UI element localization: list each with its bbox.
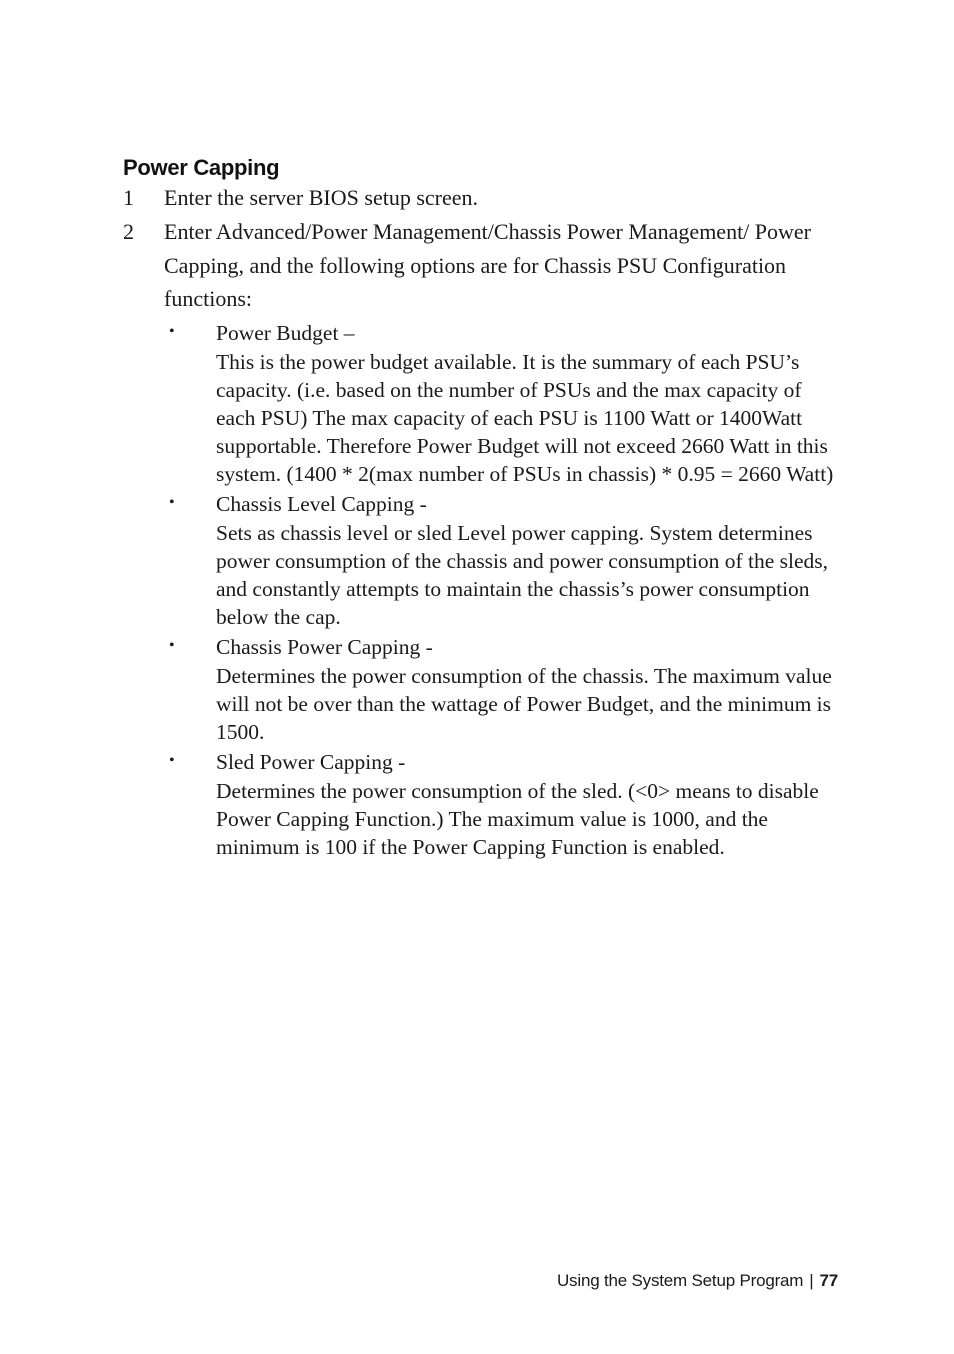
option-list <box>164 318 844 862</box>
option-title: Chassis Power Capping - <box>216 635 433 659</box>
option-description: Determines the power consumption of the sled. (<0> means to disable Power Capping Function.) The maximum value is 1000, and the minimum is 100 if the Power Capping Function is enabled. <box>216 779 819 859</box>
step-number: 1 <box>123 185 134 210</box>
bullet-icon: • <box>169 752 175 769</box>
page-number: 77 <box>819 1271 838 1290</box>
step-text: Enter the server BIOS setup screen. <box>164 185 479 210</box>
option-sled-power-capping <box>164 747 844 861</box>
option-title: Sled Power Capping - <box>216 750 406 774</box>
option-title: Power Budget – <box>216 321 355 345</box>
page-footer <box>557 1271 838 1291</box>
option-chassis-power-capping <box>164 632 844 746</box>
step-text: Enter Advanced/Power Management/Chassis Power Management/ Power Capping, and the following options are for Chassis PSU Configuration functions: <box>164 219 812 311</box>
option-chassis-level-capping <box>164 489 844 631</box>
option-title: Chassis Level Capping - <box>216 492 427 516</box>
option-description: Sets as chassis level or sled Level power capping. System determines power consumption of the chassis and power consumption of the sleds, and constantly attempts to maintain the chassis’s power consumption below the cap. <box>216 521 829 629</box>
bullet-icon: • <box>169 637 175 654</box>
section-heading: Power Capping <box>123 155 280 180</box>
footer-chapter-title: Using the System Setup Program <box>556 1271 804 1290</box>
bullet-icon: • <box>169 323 175 340</box>
option-description: Determines the power consumption of the chassis. The maximum value will not be over than the wattage of Power Budget, and the minimum is 1500. <box>216 664 832 744</box>
step-number: 2 <box>123 219 134 244</box>
option-description: This is the power budget available. It is the summary of each PSU’s capacity. (i.e. based on the number of PSUs and the max capacity of each PSU) The max capacity of each PSU is 1100 Watt or 1400Watt supportable. Therefore Power Budget will not exceed 2660 Watt in this system. (1400 * 2(max number of PSUs in chassis) * 0.95 = 2660 Watt) <box>216 350 834 486</box>
bullet-icon: • <box>169 494 175 511</box>
option-power-budget <box>164 318 844 488</box>
footer-separator: | <box>809 1271 814 1290</box>
